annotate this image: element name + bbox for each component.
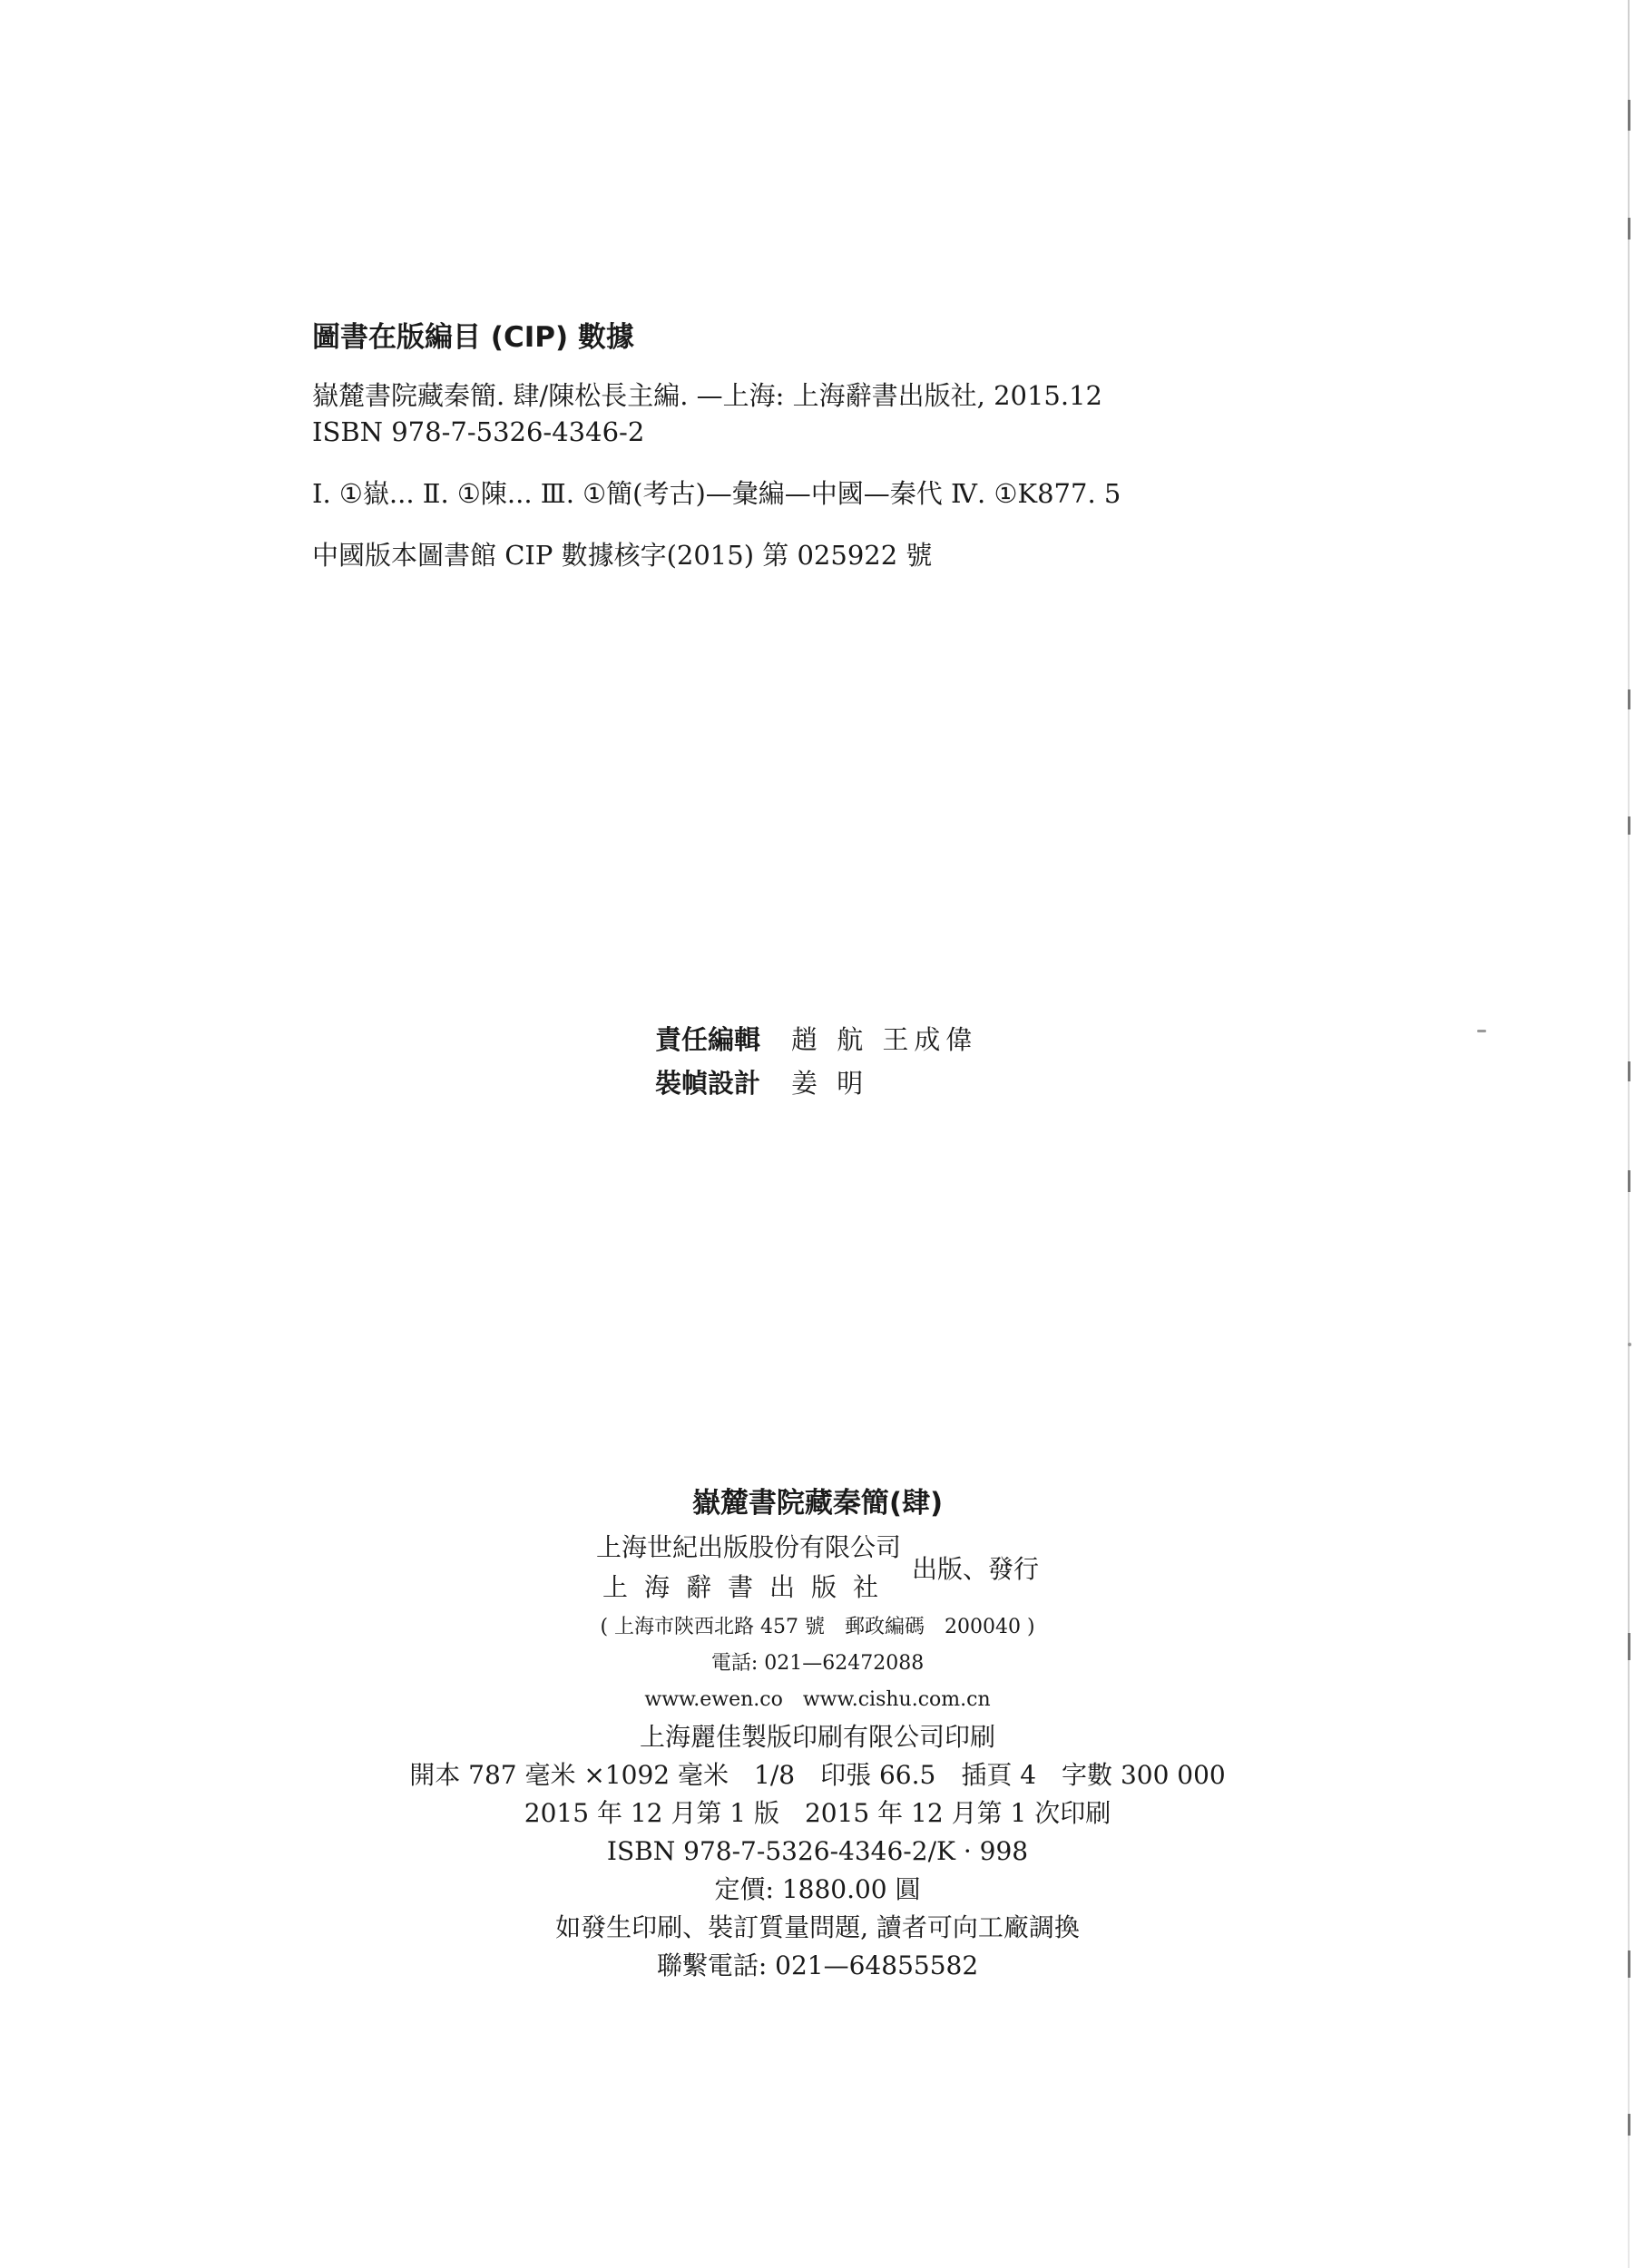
credit-role: 責任編輯 [655, 1024, 761, 1055]
format-specs: 開本 787 毫米 ×1092 毫米 1/8 印張 66.5 插頁 4 字數 300 000 [409, 1760, 1226, 1790]
cip-heading: 圖書在版編目 (CIP) 數據 [312, 321, 634, 354]
edge-mark [1628, 689, 1630, 709]
cip-record-number: 中國版本圖書館 CIP 數據核字(2015) 第 025922 號 [312, 540, 933, 571]
edge-mark [1628, 1061, 1630, 1081]
cip-block [312, 318, 1310, 573]
publisher-websites: www.ewen.co www.cishu.com.cn [644, 1688, 991, 1711]
credits-block [655, 1018, 977, 1105]
quality-notice: 如發生印刷、裝訂質量問題, 讀者可向工廠調換 [555, 1912, 1080, 1942]
publisher-address: ( 上海市陝西北路 457 號 郵政編碼 200040 ) [600, 1616, 1035, 1638]
edge-mark [1628, 100, 1630, 131]
price: 定價: 1880.00 圓 [714, 1874, 921, 1904]
publisher-names [596, 1528, 901, 1608]
credit-role: 裝幀設計 [655, 1068, 761, 1099]
cip-isbn: ISBN 978-7-5326-4346-2 [312, 416, 645, 447]
credit-names: 姜 明 [791, 1068, 869, 1099]
credit-row [655, 1061, 977, 1105]
cip-bibliographic-line: 嶽麓書院藏秦簡. 肆/陳松長主編. —上海: 上海辭書出版社, 2015.12 [312, 380, 1102, 411]
edge-mark [1628, 816, 1630, 835]
speck [1628, 1343, 1631, 1346]
edge-mark [1628, 2114, 1630, 2136]
credit-row [655, 1018, 977, 1061]
book-title: 嶽麓書院藏秦簡(肆) [691, 1487, 944, 1520]
publisher-phone: 電話: 021—62472088 [710, 1652, 925, 1675]
contact-phone: 聯繫電話: 021—64855582 [656, 1950, 979, 1980]
credit-names: 趙 航 王成偉 [791, 1024, 978, 1055]
printer: 上海麗佳製版印刷有限公司印刷 [639, 1722, 995, 1752]
edge-mark [1628, 218, 1630, 240]
publisher-role: 出版、發行 [912, 1554, 1040, 1584]
edge-mark [1628, 1170, 1630, 1192]
speck [1477, 1030, 1486, 1032]
edition-info: 2015 年 12 月第 1 版 2015 年 12 月第 1 次印刷 [524, 1798, 1111, 1828]
cip-classification: Ⅰ. ①嶽... Ⅱ. ①陳... Ⅲ. ①簡(考古)—彙編—中國—秦代 Ⅳ. ①K877. 5 [312, 478, 1121, 509]
colophon-block [0, 1481, 1635, 1985]
publisher-secondary: 上海辭書出版社 [602, 1572, 895, 1602]
publisher-block [0, 1528, 1635, 1608]
colophon-isbn: ISBN 978-7-5326-4346-2/K · 998 [606, 1836, 1029, 1866]
publisher-primary: 上海世紀出版股份有限公司 [595, 1532, 901, 1562]
